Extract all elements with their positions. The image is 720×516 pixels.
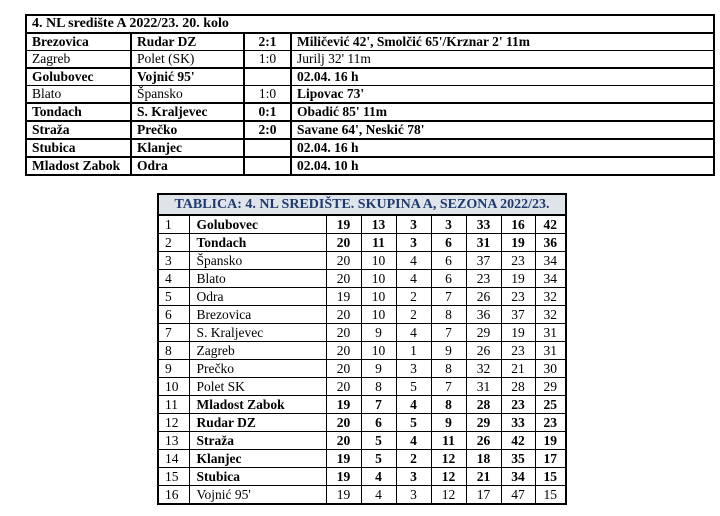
goals-against-cell: 42: [501, 432, 535, 450]
standings-row: [158, 450, 566, 468]
standings-row: [158, 468, 566, 486]
rank-cell: 5: [158, 288, 189, 306]
points-cell: 32: [535, 306, 566, 324]
wins-cell: 8: [361, 378, 396, 396]
losses-cell: 7: [431, 324, 466, 342]
losses-cell: 12: [431, 468, 466, 486]
played-cell: 20: [326, 414, 361, 432]
standings-row: [158, 324, 566, 342]
goals-for-cell: 31: [466, 234, 501, 252]
goals-against-cell: 37: [501, 306, 535, 324]
draws-cell: 3: [396, 234, 431, 252]
rank-cell: 9: [158, 360, 189, 378]
match-date-cell: 02.04. 16 h: [291, 139, 714, 157]
team-cell: Odra: [189, 288, 326, 306]
points-cell: 15: [535, 468, 566, 486]
goals-against-cell: 47: [501, 486, 535, 505]
goals-for-cell: 32: [466, 360, 501, 378]
wins-cell: 10: [361, 306, 396, 324]
played-cell: 19: [326, 396, 361, 414]
goals-for-cell: 37: [466, 252, 501, 270]
score-cell: 2:0: [244, 121, 291, 139]
played-cell: 20: [326, 432, 361, 450]
score-cell: [244, 157, 291, 175]
draws-cell: 3: [396, 486, 431, 505]
goals-for-cell: 18: [466, 450, 501, 468]
points-cell: 31: [535, 342, 566, 360]
played-cell: 19: [326, 450, 361, 468]
fixture-row: [26, 86, 714, 104]
team-cell: Zagreb: [189, 342, 326, 360]
losses-cell: 8: [431, 306, 466, 324]
standings-row: [158, 360, 566, 378]
goals-against-cell: 19: [501, 270, 535, 288]
wins-cell: 13: [361, 215, 396, 234]
goals-against-cell: 19: [501, 324, 535, 342]
away-team-cell: Špansko: [131, 86, 244, 104]
draws-cell: 3: [396, 468, 431, 486]
played-cell: 20: [326, 270, 361, 288]
played-cell: 19: [326, 468, 361, 486]
rank-cell: 10: [158, 378, 189, 396]
team-cell: Golubovec: [189, 215, 326, 234]
wins-cell: 10: [361, 270, 396, 288]
standings-row: [158, 342, 566, 360]
fixture-row: [26, 139, 714, 157]
fixtures-table: [25, 14, 715, 176]
draws-cell: 2: [396, 450, 431, 468]
draws-cell: 5: [396, 378, 431, 396]
home-team-cell: Tondach: [26, 103, 131, 121]
home-team-cell: Blato: [26, 86, 131, 104]
losses-cell: 6: [431, 234, 466, 252]
draws-cell: 4: [396, 324, 431, 342]
home-team-cell: Golubovec: [26, 68, 131, 86]
team-cell: Mladost Zabok: [189, 396, 326, 414]
losses-cell: 7: [431, 288, 466, 306]
points-cell: 25: [535, 396, 566, 414]
draws-cell: 3: [396, 360, 431, 378]
standings-row: [158, 288, 566, 306]
goals-for-cell: 31: [466, 378, 501, 396]
losses-cell: 6: [431, 270, 466, 288]
wins-cell: 9: [361, 324, 396, 342]
played-cell: 19: [326, 215, 361, 234]
standings-row: [158, 306, 566, 324]
wins-cell: 11: [361, 234, 396, 252]
draws-cell: 4: [396, 396, 431, 414]
played-cell: 20: [326, 324, 361, 342]
fixture-row: [26, 68, 714, 86]
rank-cell: 11: [158, 396, 189, 414]
goals-for-cell: 36: [466, 306, 501, 324]
wins-cell: 7: [361, 396, 396, 414]
fixtures-title-row: [26, 15, 714, 33]
goals-against-cell: 23: [501, 396, 535, 414]
points-cell: 32: [535, 288, 566, 306]
rank-cell: 1: [158, 215, 189, 234]
goals-for-cell: 17: [466, 486, 501, 505]
team-cell: S. Kraljevec: [189, 324, 326, 342]
played-cell: 20: [326, 342, 361, 360]
away-team-cell: Prečko: [131, 121, 244, 139]
points-cell: 34: [535, 270, 566, 288]
wins-cell: 5: [361, 432, 396, 450]
standings-row: [158, 270, 566, 288]
points-cell: 15: [535, 486, 566, 505]
draws-cell: 4: [396, 252, 431, 270]
goals-against-cell: 23: [501, 252, 535, 270]
goals-against-cell: 35: [501, 450, 535, 468]
team-cell: Brezovica: [189, 306, 326, 324]
result-info-cell: Lipovac 73': [291, 86, 714, 104]
draws-cell: 4: [396, 270, 431, 288]
wins-cell: 5: [361, 450, 396, 468]
team-cell: Vojnić 95': [189, 486, 326, 505]
wins-cell: 10: [361, 342, 396, 360]
standings-title: TABLICA: 4. NL SREDIŠTE. SKUPINA A, SEZONA 2022/23.: [158, 194, 566, 215]
played-cell: 20: [326, 252, 361, 270]
home-team-cell: Brezovica: [26, 33, 131, 51]
rank-cell: 3: [158, 252, 189, 270]
rank-cell: 2: [158, 234, 189, 252]
goals-for-cell: 21: [466, 468, 501, 486]
played-cell: 20: [326, 378, 361, 396]
away-team-cell: Odra: [131, 157, 244, 175]
team-cell: Tondach: [189, 234, 326, 252]
goals-against-cell: 21: [501, 360, 535, 378]
wins-cell: 6: [361, 414, 396, 432]
rank-cell: 4: [158, 270, 189, 288]
losses-cell: 7: [431, 378, 466, 396]
match-date-cell: 02.04. 10 h: [291, 157, 714, 175]
draws-cell: 1: [396, 342, 431, 360]
score-cell: [244, 139, 291, 157]
team-cell: Špansko: [189, 252, 326, 270]
standings-row: [158, 378, 566, 396]
score-cell: 2:1: [244, 33, 291, 51]
goals-against-cell: 23: [501, 288, 535, 306]
score-cell: [244, 68, 291, 86]
home-team-cell: Stubica: [26, 139, 131, 157]
goals-against-cell: 34: [501, 468, 535, 486]
points-cell: 17: [535, 450, 566, 468]
losses-cell: 8: [431, 396, 466, 414]
team-cell: Polet SK: [189, 378, 326, 396]
points-cell: 19: [535, 432, 566, 450]
played-cell: 19: [326, 486, 361, 505]
goals-for-cell: 26: [466, 342, 501, 360]
match-date-cell: 02.04. 16 h: [291, 68, 714, 86]
goals-for-cell: 29: [466, 324, 501, 342]
standings-title-row: [158, 194, 566, 215]
played-cell: 20: [326, 360, 361, 378]
home-team-cell: Straža: [26, 121, 131, 139]
draws-cell: 3: [396, 215, 431, 234]
away-team-cell: Polet (SK): [131, 51, 244, 69]
losses-cell: 9: [431, 414, 466, 432]
team-cell: Prečko: [189, 360, 326, 378]
standings-row: [158, 414, 566, 432]
played-cell: 19: [326, 288, 361, 306]
played-cell: 20: [326, 306, 361, 324]
goals-for-cell: 26: [466, 288, 501, 306]
points-cell: 29: [535, 378, 566, 396]
fixture-row: [26, 33, 714, 51]
losses-cell: 6: [431, 252, 466, 270]
standings-row: [158, 396, 566, 414]
played-cell: 20: [326, 234, 361, 252]
losses-cell: 12: [431, 486, 466, 505]
draws-cell: 5: [396, 414, 431, 432]
wins-cell: 10: [361, 288, 396, 306]
team-cell: Blato: [189, 270, 326, 288]
losses-cell: 8: [431, 360, 466, 378]
goals-for-cell: 29: [466, 414, 501, 432]
wins-cell: 9: [361, 360, 396, 378]
goals-against-cell: 16: [501, 215, 535, 234]
losses-cell: 11: [431, 432, 466, 450]
standings-row: [158, 486, 566, 505]
away-team-cell: Vojnić 95': [131, 68, 244, 86]
away-team-cell: S. Kraljevec: [131, 103, 244, 121]
result-info-cell: Obadić 85' 11m: [291, 103, 714, 121]
home-team-cell: Mladost Zabok: [26, 157, 131, 175]
standings-row: [158, 252, 566, 270]
rank-cell: 8: [158, 342, 189, 360]
points-cell: 42: [535, 215, 566, 234]
rank-cell: 16: [158, 486, 189, 505]
losses-cell: 9: [431, 342, 466, 360]
standings-table: [157, 193, 567, 505]
points-cell: 34: [535, 252, 566, 270]
score-cell: 1:0: [244, 86, 291, 104]
team-cell: Straža: [189, 432, 326, 450]
losses-cell: 3: [431, 215, 466, 234]
standings-row: [158, 432, 566, 450]
score-cell: 1:0: [244, 51, 291, 69]
team-cell: Stubica: [189, 468, 326, 486]
fixtures-title: 4. NL središte A 2022/23. 20. kolo: [32, 16, 229, 31]
fixture-row: [26, 121, 714, 139]
away-team-cell: Rudar DZ: [131, 33, 244, 51]
goals-for-cell: 23: [466, 270, 501, 288]
away-team-cell: Klanjec: [131, 139, 244, 157]
fixture-row: [26, 103, 714, 121]
points-cell: 23: [535, 414, 566, 432]
rank-cell: 13: [158, 432, 189, 450]
rank-cell: 12: [158, 414, 189, 432]
points-cell: 36: [535, 234, 566, 252]
fixture-row: [26, 157, 714, 175]
home-team-cell: Zagreb: [26, 51, 131, 69]
goals-for-cell: 28: [466, 396, 501, 414]
rank-cell: 7: [158, 324, 189, 342]
rank-cell: 14: [158, 450, 189, 468]
standings-row: [158, 215, 566, 234]
goals-for-cell: 33: [466, 215, 501, 234]
goals-against-cell: 28: [501, 378, 535, 396]
rank-cell: 15: [158, 468, 189, 486]
goals-against-cell: 19: [501, 234, 535, 252]
losses-cell: 12: [431, 450, 466, 468]
points-cell: 31: [535, 324, 566, 342]
draws-cell: 2: [396, 288, 431, 306]
rank-cell: 6: [158, 306, 189, 324]
standings-row: [158, 234, 566, 252]
draws-cell: 2: [396, 306, 431, 324]
fixture-row: [26, 51, 714, 69]
wins-cell: 4: [361, 486, 396, 505]
score-cell: 0:1: [244, 103, 291, 121]
result-info-cell: Jurilj 32' 11m: [291, 51, 714, 69]
goals-against-cell: 23: [501, 342, 535, 360]
wins-cell: 4: [361, 468, 396, 486]
result-info-cell: Savane 64', Neskić 78': [291, 121, 714, 139]
wins-cell: 10: [361, 252, 396, 270]
draws-cell: 4: [396, 432, 431, 450]
goals-for-cell: 26: [466, 432, 501, 450]
team-cell: Klanjec: [189, 450, 326, 468]
team-cell: Rudar DZ: [189, 414, 326, 432]
points-cell: 30: [535, 360, 566, 378]
goals-against-cell: 33: [501, 414, 535, 432]
result-info-cell: Miličević 42', Smolčić 65'/Krznar 2' 11m: [291, 33, 714, 51]
